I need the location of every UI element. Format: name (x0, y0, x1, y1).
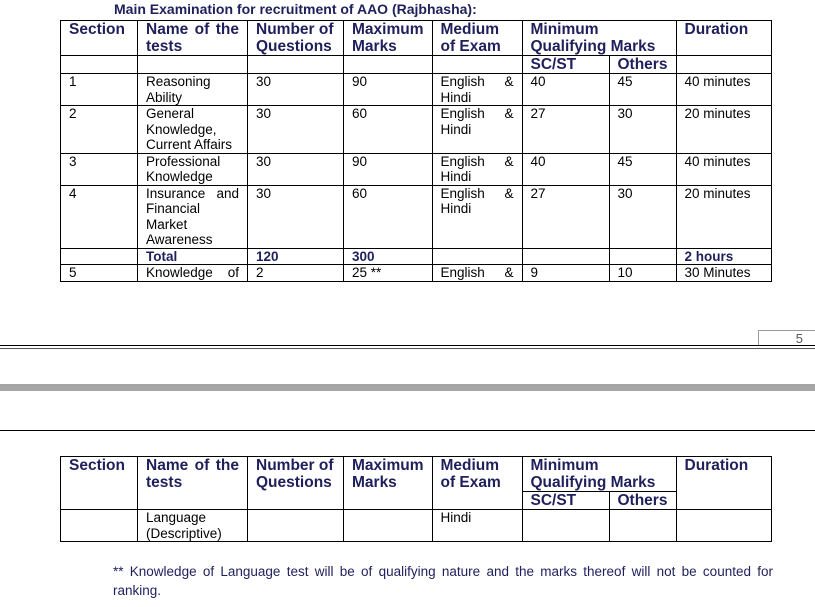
cell-duration: 40 minutes (676, 153, 771, 185)
header-medium-of-exam: Medium of Exam (432, 457, 522, 510)
header-name-of-tests: Name of the tests (138, 21, 248, 56)
cell-marks: 90 (344, 153, 433, 185)
cell-medium: English & Hindi (432, 185, 522, 248)
cell-section: 4 (61, 185, 138, 248)
cell-questions: 30 (248, 185, 344, 248)
header-duration: Duration (676, 21, 771, 56)
page-divider (0, 345, 815, 346)
table-row (61, 510, 772, 542)
cell-sc-st: 27 (522, 106, 609, 154)
cell-marks: 90 (344, 74, 433, 106)
footnote: ** Knowledge of Language test will be of qualifying nature and the marks thereof will not be counted for ranking. (113, 564, 773, 598)
table-row (61, 106, 772, 154)
cell-duration: 20 minutes (676, 106, 771, 154)
header-maximum-marks: Maximum Marks (344, 457, 433, 510)
cell-section: 1 (61, 74, 138, 106)
cell-questions: 30 (248, 106, 344, 154)
cell-sc-st: 9 (522, 265, 609, 282)
cell-name: Language (Descriptive) (138, 510, 248, 542)
cell-name: Professional Knowledge (138, 153, 248, 185)
cell-others: 45 (609, 74, 676, 106)
cell-questions: 30 (248, 74, 344, 106)
cell-medium: English & Hindi (432, 153, 522, 185)
header-min-qualifying-marks: Minimum Qualifying Marks (522, 457, 676, 492)
cell-others: 30 (609, 106, 676, 154)
header-others: Others (609, 492, 676, 510)
header-section: Section (61, 21, 138, 56)
cell-marks: 60 (344, 185, 433, 248)
cell-others: 30 (609, 185, 676, 248)
header-maximum-marks: Maximum Marks (344, 21, 433, 56)
header-name-of-tests: Name of the tests (138, 457, 248, 510)
cell-duration: 40 minutes (676, 74, 771, 106)
header-medium-of-exam: Medium of Exam (432, 21, 522, 56)
total-row (61, 248, 772, 265)
cell-sc-st: 40 (522, 74, 609, 106)
cell-section: 5 (61, 265, 138, 282)
page-divider (0, 348, 815, 349)
header-others: Others (609, 56, 676, 74)
cell-section: 3 (61, 153, 138, 185)
cell-marks: 25 ** (344, 265, 433, 282)
exam-table (60, 20, 772, 282)
cell-name: Insurance and Financial Market Awareness (138, 185, 248, 248)
table-row (61, 185, 772, 248)
total-label: Total (138, 248, 248, 265)
header-number-of-questions: Number of Questions (248, 457, 344, 510)
page-number: 5 (795, 331, 803, 346)
cell-name: Knowledge of (138, 265, 248, 282)
header-duration: Duration (676, 457, 771, 510)
cell-medium: English & Hindi (432, 74, 522, 106)
page-number-box (758, 330, 815, 346)
header-number-of-questions: Number of Questions (248, 21, 344, 56)
cell-section: 2 (61, 106, 138, 154)
cell-duration: 20 minutes (676, 185, 771, 248)
cell-name: General Knowledge, Current Affairs (138, 106, 248, 154)
table-row (61, 74, 772, 106)
header-sc-st: SC/ST (522, 56, 609, 74)
cell-duration: 30 Minutes (676, 265, 771, 282)
cell-medium: English & Hindi (432, 106, 522, 154)
table-row (61, 265, 772, 282)
subheader-row (61, 56, 772, 74)
cell-others: 45 (609, 153, 676, 185)
header-sc-st: SC/ST (522, 492, 609, 510)
exam-table-continued (60, 456, 772, 542)
total-marks: 300 (344, 248, 433, 265)
page-break-band (0, 384, 815, 391)
page-header-line (0, 430, 815, 431)
header-section: Section (61, 457, 138, 510)
total-questions: 120 (248, 248, 344, 265)
cell-others: 10 (609, 265, 676, 282)
cell-medium: Hindi (432, 510, 522, 542)
page-title: Main Examination for recruitment of AAO (Rajbhasha): (114, 1, 477, 17)
cell-marks: 60 (344, 106, 433, 154)
total-duration: 2 hours (676, 248, 771, 265)
header-min-qualifying-marks: Minimum Qualifying Marks (522, 21, 676, 56)
cell-sc-st: 27 (522, 185, 609, 248)
cell-questions: 30 (248, 153, 344, 185)
cell-questions: 2 (248, 265, 344, 282)
header-row (61, 457, 772, 492)
cell-name: Reasoning Ability (138, 74, 248, 106)
cell-sc-st: 40 (522, 153, 609, 185)
header-row (61, 21, 772, 56)
table-row (61, 153, 772, 185)
cell-medium: English & (432, 265, 522, 282)
